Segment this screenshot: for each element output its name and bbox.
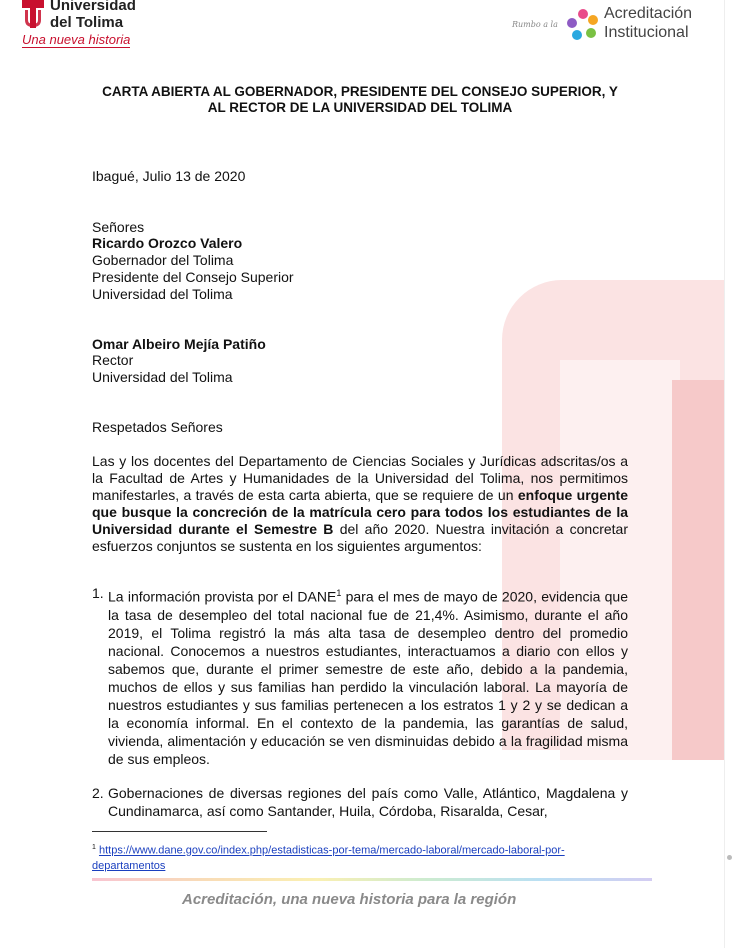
recipient1-org: Universidad del Tolima (92, 286, 233, 302)
dane-link[interactable]: https://www.dane.gov.co/index.php/estadisticas-por-tema/mercado-laboral/mercado-laboral-por-departamentos (92, 844, 565, 872)
scroll-dot (727, 855, 732, 860)
letter-title: CARTA ABIERTA AL GOBERNADOR, PRESIDENTE DEL CONSEJO SUPERIOR, Y AL RECTOR DE LA UNIVERSIDAD DEL TOLIMA (102, 84, 618, 115)
footnote (92, 840, 622, 874)
intro-bold: enfoque urgente que busque la concreción de la matrícula cero para todos los estudiantes de la Universidad durante el Semestre B (92, 487, 628, 537)
list-item-number: 1. (92, 585, 104, 601)
recipient1-role2: Presidente del Consejo Superior (92, 269, 294, 285)
intro-part2: del año 2020. Nuestra invitación a concretar esfuerzos conjuntos se sustenta en los siguientes argumentos: (92, 521, 628, 554)
acred-rumbo-text: Rumbo a la (512, 20, 558, 29)
recipient1-name: Ricardo Orozco Valero (92, 235, 243, 251)
footnote-rule (92, 831, 267, 832)
list-item-text: Gobernaciones de diversas regiones del país como Valle, Atlántico, Magdalena y Cundinamarca, así como Santander, Huila, Córdoba, Risaralda, Cesar, (108, 785, 628, 819)
recipient2-org: Universidad del Tolima (92, 369, 233, 385)
intro-paragraph (92, 453, 628, 555)
university-slogan: Una nueva historia (22, 32, 131, 47)
recipient2-name: Omar Albeiro Mejía Patiño (92, 336, 266, 352)
intro-part1: Las y los docentes del Departamento de Ciencias Sociales y Jurídicas adscritas/os a la Facultad de Artes y Humanidades de la Universidad del Tolima, nos permitimos manifestarles, a través de esta carta abierta, que se requiere de un (92, 453, 628, 503)
greeting: Respetados Señores (92, 419, 223, 435)
university-name-line1: Universidad (50, 0, 136, 14)
ut-logo-icon (22, 0, 44, 28)
acred-line1: Acreditación (604, 5, 693, 22)
item1-post: para el mes de mayo de 2020, evidencia que la tasa de desempleo del total nacional fue de 21,4%. Asimismo, durante el año 2019, el Tolima registró la más alta tasa de desempleo dentro del promedio nacional. Conocemos a nuestros estudiantes, interactuamos a diario con ellos y sabemos que, durante el primer semestre de este año, debido a la pandemia, muchos de ellos y sus familias han perdido la vinculación laboral. La mayoría de nuestros estudiantes y sus familias pertenecen a los estratos 1 y 2 y se dedican a la economía informal. En el contexto de la pandemia, las garantías de salud, vivienda, alimentación y educación se ven disminuidas debido a la fragilidad misma de sus empleos. (108, 588, 628, 767)
recipient1-role1: Gobernador del Tolima (92, 252, 234, 268)
footer-slogan: Acreditación, una nueva historia para la región (182, 891, 517, 908)
footnote-ref: 1 (336, 588, 342, 598)
acred-line2: Institucional (604, 24, 689, 41)
footnote-marker: 1 (92, 844, 96, 851)
acreditacion-flower-icon (566, 8, 600, 42)
list-item-text (108, 584, 628, 768)
university-name-line2: del Tolima (50, 14, 124, 31)
footer-rainbow-line (92, 878, 652, 881)
recipient2-role: Rector (92, 352, 134, 368)
salutation: Señores (92, 219, 145, 235)
letter-date: Ibagué, Julio 13 de 2020 (92, 168, 246, 184)
list-item (92, 784, 628, 820)
list-item (92, 584, 628, 768)
page-edge (724, 0, 733, 948)
item1-pre: La información provista por el DANE (108, 588, 337, 605)
list-item-number: 2. (92, 785, 104, 801)
